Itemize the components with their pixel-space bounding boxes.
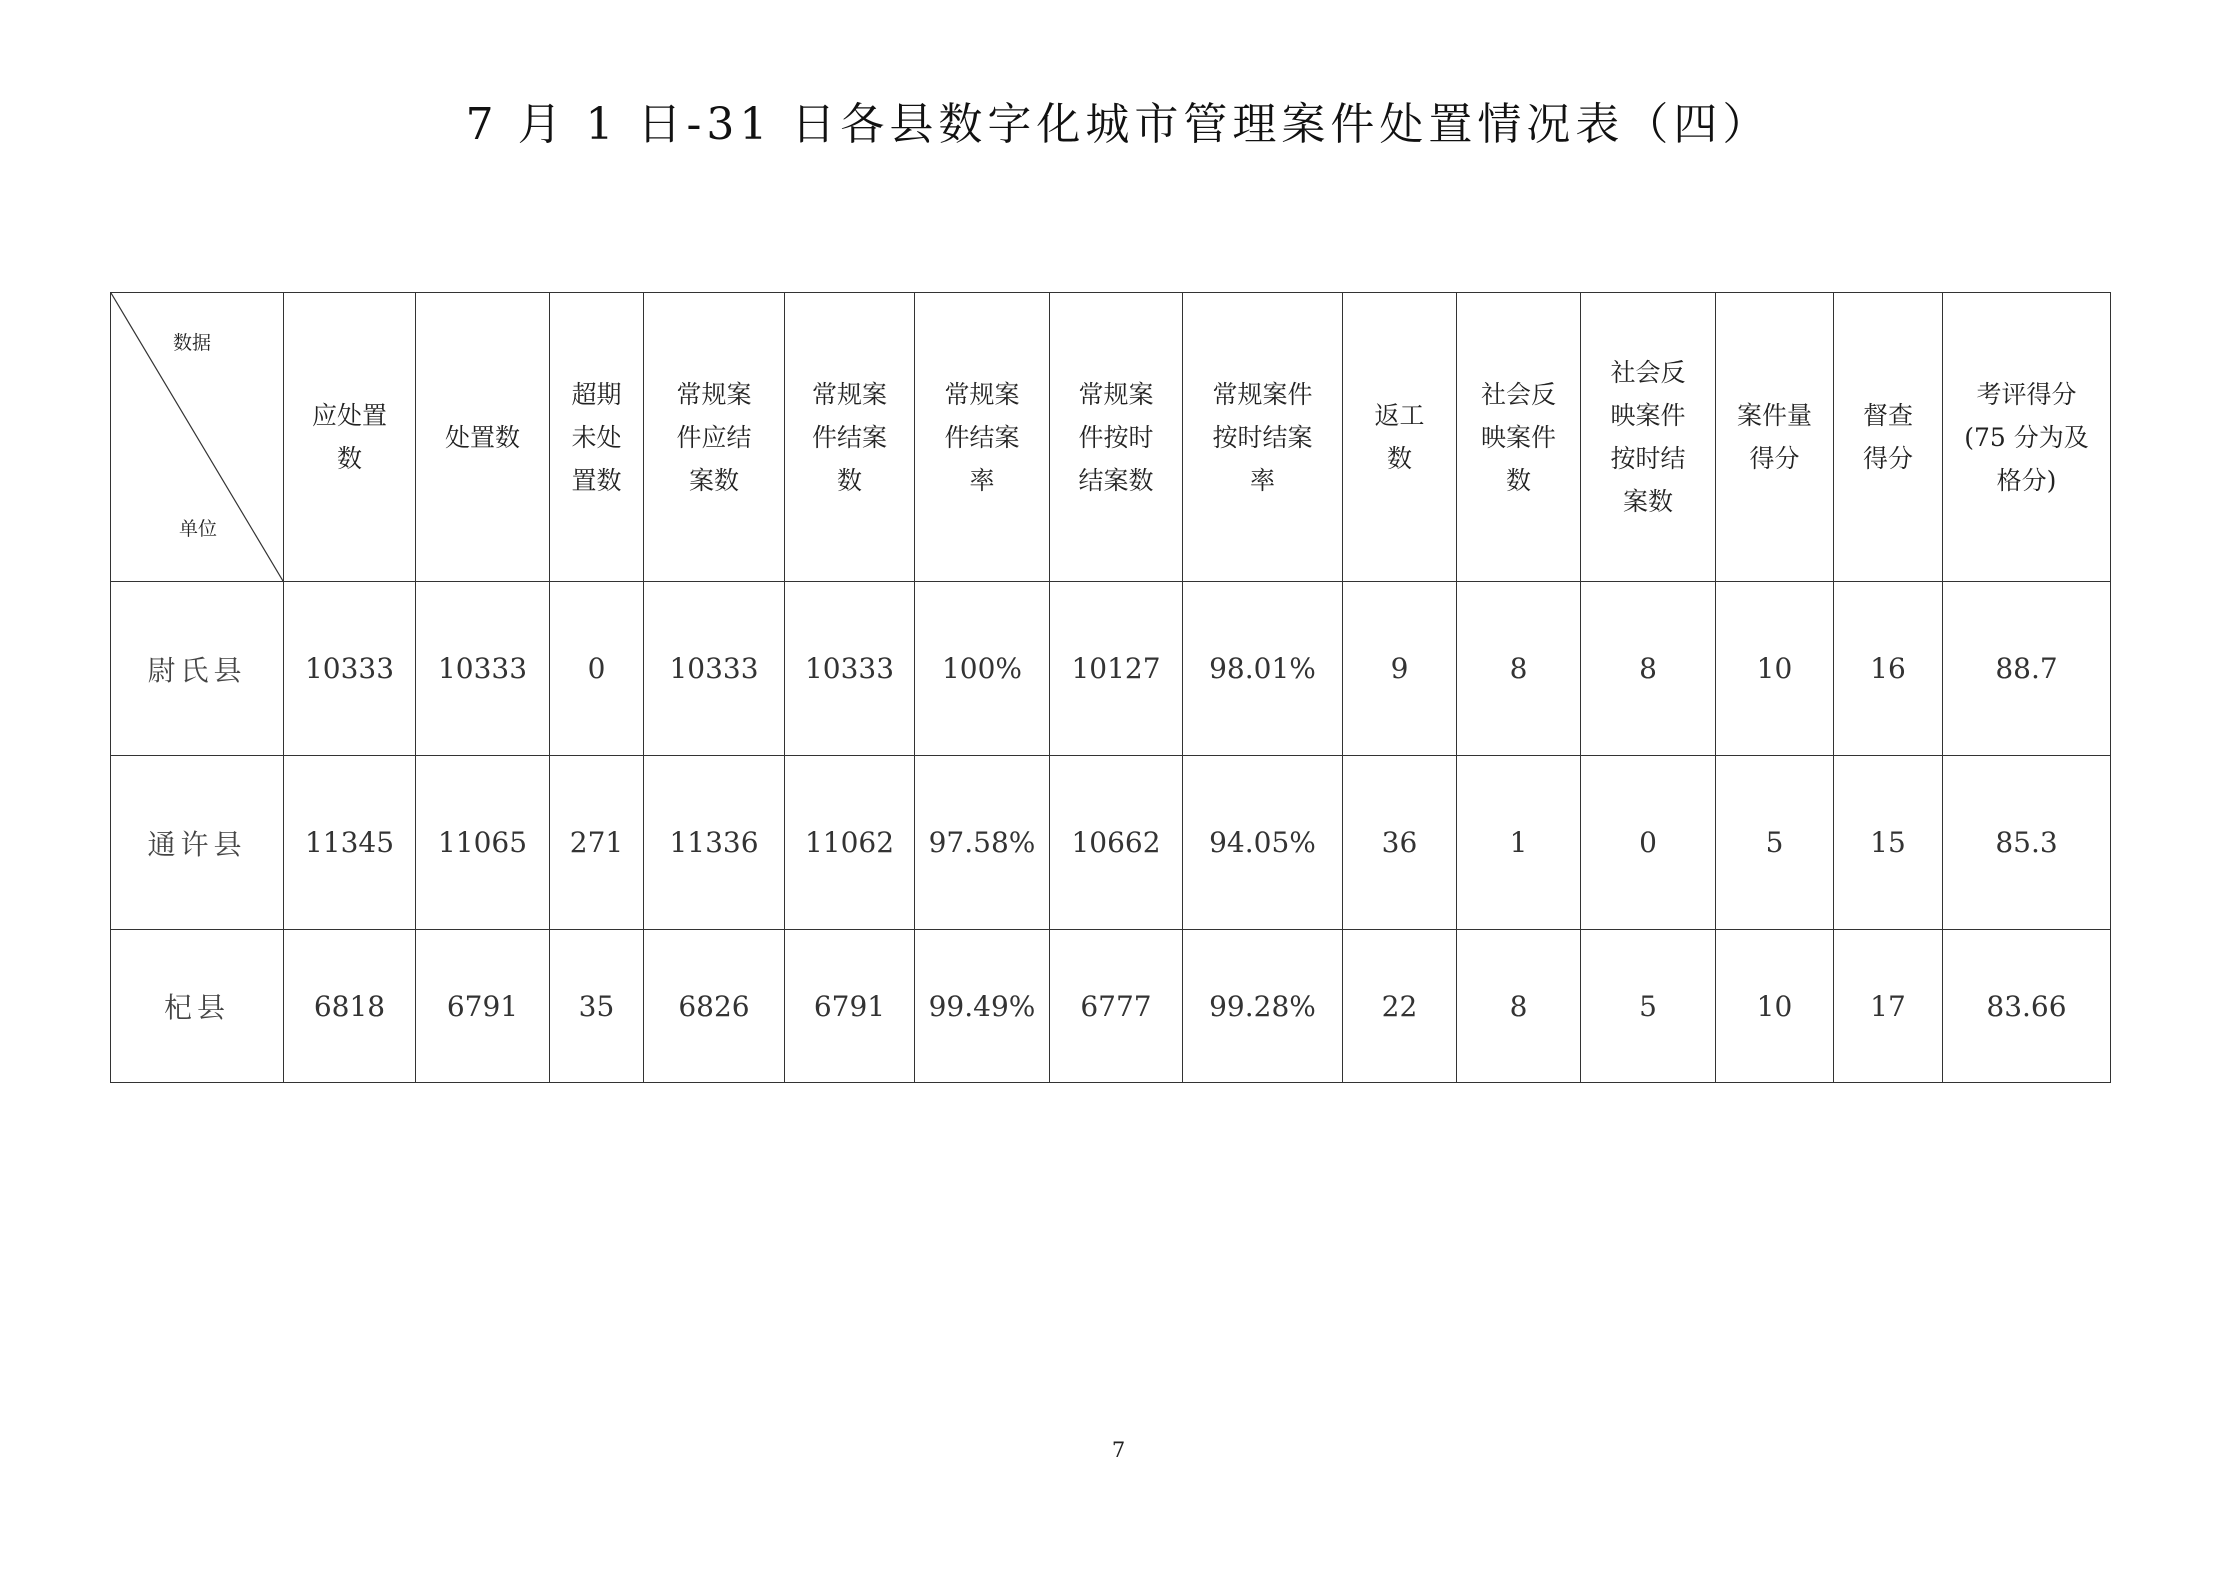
column-header: 返工 数: [1343, 293, 1457, 582]
table-cell: 10333: [785, 582, 915, 756]
column-header: 应处置 数: [284, 293, 416, 582]
column-header: 常规案 件结案 率: [915, 293, 1050, 582]
table-cell: 6826: [644, 930, 785, 1083]
table-cell: 11062: [785, 756, 915, 930]
table-cell: 6791: [416, 930, 550, 1083]
table-cell: 100%: [915, 582, 1050, 756]
table-cell: 11345: [284, 756, 416, 930]
table-cell: 10333: [644, 582, 785, 756]
table-cell: 11336: [644, 756, 785, 930]
table-cell: 22: [1343, 930, 1457, 1083]
table-cell: 8: [1457, 582, 1581, 756]
table-cell: 10333: [416, 582, 550, 756]
table-cell: 36: [1343, 756, 1457, 930]
unit-cell: 通许县: [111, 756, 284, 930]
header-row: [111, 293, 2111, 582]
table-cell: 9: [1343, 582, 1457, 756]
table-cell: 0: [1581, 756, 1716, 930]
table-cell: 5: [1716, 756, 1834, 930]
table-cell: 98.01%: [1183, 582, 1343, 756]
table-cell: 94.05%: [1183, 756, 1343, 930]
corner-label-data: 数据: [173, 332, 212, 354]
table-cell: 6818: [284, 930, 416, 1083]
table-cell: 99.28%: [1183, 930, 1343, 1083]
table-cell: 6791: [785, 930, 915, 1083]
corner-label-unit: 单位: [179, 518, 218, 540]
table-cell: 16: [1834, 582, 1943, 756]
table-cell: 83.66: [1943, 930, 2111, 1083]
table-cell: 35: [550, 930, 644, 1083]
table-cell: 88.7: [1943, 582, 2111, 756]
column-header: 案件量 得分: [1716, 293, 1834, 582]
table-cell: 11065: [416, 756, 550, 930]
table-cell: 97.58%: [915, 756, 1050, 930]
table-cell: 8: [1457, 930, 1581, 1083]
table-cell: 6777: [1050, 930, 1183, 1083]
column-header: 超期 未处 置数: [550, 293, 644, 582]
table-cell: 10: [1716, 582, 1834, 756]
unit-cell: 杞县: [111, 930, 284, 1083]
table-cell: 10333: [284, 582, 416, 756]
table-cell: 271: [550, 756, 644, 930]
column-header: 考评得分 (75 分为及 格分): [1943, 293, 2111, 582]
table-cell: 10662: [1050, 756, 1183, 930]
table-cell: 0: [550, 582, 644, 756]
case-handling-table: [110, 292, 2111, 1083]
column-header: 常规案 件结案 数: [785, 293, 915, 582]
table-cell: 10127: [1050, 582, 1183, 756]
table-cell: 85.3: [1943, 756, 2111, 930]
table-row: [111, 756, 2111, 930]
table-cell: 10: [1716, 930, 1834, 1083]
table-row: [111, 930, 2111, 1083]
table-cell: 5: [1581, 930, 1716, 1083]
unit-cell: 尉氏县: [111, 582, 284, 756]
table-cell: 17: [1834, 930, 1943, 1083]
column-header: 常规案 件按时 结案数: [1050, 293, 1183, 582]
page-number: 7: [1111, 1438, 1126, 1462]
table-cell: 1: [1457, 756, 1581, 930]
table-cell: 8: [1581, 582, 1716, 756]
table-cell: 15: [1834, 756, 1943, 930]
column-header: 常规案 件应结 案数: [644, 293, 785, 582]
column-header: 常规案件 按时结案 率: [1183, 293, 1343, 582]
table-cell: 99.49%: [915, 930, 1050, 1083]
column-header: 处置数: [416, 293, 550, 582]
column-header: 社会反 映案件 按时结 案数: [1581, 293, 1716, 582]
corner-header-cell: [111, 293, 284, 582]
page-title: 7 月 1 日-31 日各县数字化城市管理案件处置情况表（四）: [465, 99, 1772, 150]
column-header: 督查 得分: [1834, 293, 1943, 582]
column-header: 社会反 映案件 数: [1457, 293, 1581, 582]
table-row: [111, 582, 2111, 756]
